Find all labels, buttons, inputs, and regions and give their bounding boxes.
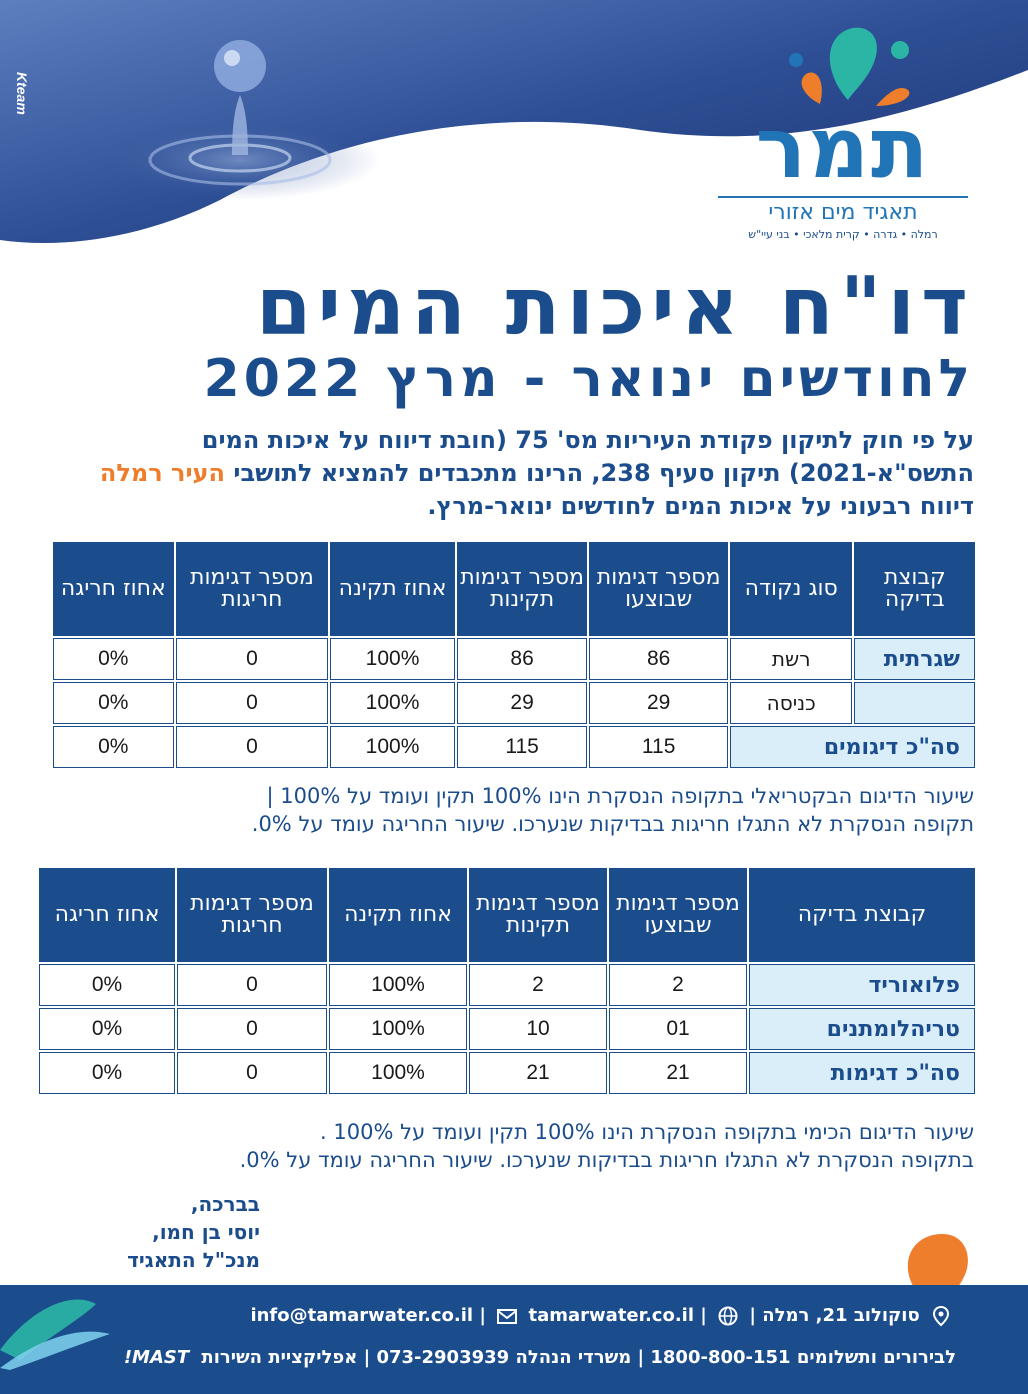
teal-wave-icon xyxy=(0,1290,110,1370)
logo-subtitle: תאגיד מים אזורי xyxy=(718,196,968,225)
cell-exc-pct: 0% xyxy=(39,964,175,1006)
header-samples-done: מספר דגימות שבוצעו xyxy=(609,868,747,962)
cell-exc-pct: 0% xyxy=(39,1008,175,1050)
header-group: קבוצת בדיקה xyxy=(749,868,975,962)
intro-text-1: על פי חוק לתיקון פקודת העיריות מס' 75 (חובת דיווח על איכות המים התשס"א-2021) תיקון סעיף 238, הרינו מתכבדים להמציא לתושבי xyxy=(201,426,974,487)
cell-ok: 29 xyxy=(457,682,588,724)
header-ok-percent: אחוז תקינה xyxy=(330,542,455,636)
cell-exc: 0 xyxy=(176,726,329,768)
cell-ok-pct: 100% xyxy=(330,638,455,680)
footer-address: סוקולוב 21, רמלה xyxy=(762,1305,920,1326)
chemical-summary-note xyxy=(54,1118,974,1174)
cell-done: 2 xyxy=(609,964,747,1006)
bacterial-results-table xyxy=(51,540,977,770)
cell-ok: 86 xyxy=(457,638,588,680)
header-samples-exceeding: מספר דגימות חריגות xyxy=(177,868,327,962)
footer-separator: | xyxy=(694,1305,707,1326)
cell-done: 01 xyxy=(609,1008,747,1050)
globe-icon xyxy=(717,1305,739,1327)
logo-splash-icon xyxy=(760,20,920,110)
header-exceed-percent: אחוז חריגה xyxy=(53,542,174,636)
table-row xyxy=(39,964,975,1006)
cell-exc: 0 xyxy=(176,638,329,680)
intro-paragraph xyxy=(54,424,974,523)
cell-exc: 0 xyxy=(177,1052,327,1094)
cell-ok-pct: 100% xyxy=(329,964,467,1006)
cell-point: כניסה xyxy=(730,682,853,724)
signature-role: מנכ"ל התאגיד xyxy=(127,1248,260,1272)
cell-exc-pct: 0% xyxy=(53,726,174,768)
cell-group: טריהלומתנים xyxy=(749,1008,975,1050)
cell-done: 29 xyxy=(589,682,728,724)
footer-separator: | xyxy=(743,1305,756,1326)
table-row xyxy=(53,682,975,724)
cell-ok-pct: 100% xyxy=(329,1008,467,1050)
table-row xyxy=(39,1008,975,1050)
cell-group xyxy=(854,682,975,724)
note-line: שיעור הדיגום הכימי בתקופה הנסקרת הינו 100% תקין ועומד על 100% . xyxy=(320,1120,974,1144)
page-subtitle: לחודשים ינואר - מרץ 2022 xyxy=(203,349,974,409)
intro-text-2: דיווח רבעוני על איכות המים לחודשים ינואר-מרץ. xyxy=(427,492,974,520)
table-total-row xyxy=(39,1052,975,1094)
photo-credit: Kteam xyxy=(14,72,30,115)
cell-ok: 2 xyxy=(469,964,607,1006)
cell-point: רשת xyxy=(730,638,853,680)
cell-exc-pct: 0% xyxy=(53,638,174,680)
table-header-row xyxy=(39,868,975,962)
cell-ok: 10 xyxy=(469,1008,607,1050)
footer-email-link[interactable]: info@tamarwater.co.il xyxy=(250,1305,474,1326)
footer-phones-line xyxy=(76,1345,956,1371)
cell-exc: 0 xyxy=(177,964,327,1006)
cell-group: שגרתית xyxy=(854,638,975,680)
cell-ok-pct: 100% xyxy=(330,682,455,724)
footer-bar xyxy=(0,1285,1028,1394)
note-line: בתקופה הנסקרת לא התגלו חריגות בבדיקות שנערכו. שיעור החריגה עומד על 0%. xyxy=(239,1148,974,1172)
table-header-row xyxy=(53,542,975,636)
page-title: דו"ח איכות המים xyxy=(255,260,974,353)
cell-exc-pct: 0% xyxy=(53,682,174,724)
header-samples-exceeding: מספר דגימות חריגות xyxy=(176,542,329,636)
note-line: תקופה הנסקרת לא התגלו חריגות בבדיקות שנערכו. שיעור החריגה עומד על 0%. xyxy=(251,812,974,836)
signature-greeting: בברכה, xyxy=(190,1192,260,1216)
cell-done: 21 xyxy=(609,1052,747,1094)
logo-wordmark: תמר xyxy=(755,99,931,197)
cell-ok: 21 xyxy=(469,1052,607,1094)
header-samples-ok: מספר דגימות תקינות xyxy=(457,542,588,636)
note-line: שיעור הדיגום הבקטריאלי בתקופה הנסקרת הינו 100% תקין ועומד על 100% | xyxy=(266,784,974,808)
tamar-logo xyxy=(708,20,968,240)
footer-separator: | xyxy=(479,1305,493,1326)
table-total-row xyxy=(53,726,975,768)
footer-contact-line xyxy=(76,1303,956,1329)
cell-ok-pct: 100% xyxy=(329,1052,467,1094)
intro-city: העיר רמלה xyxy=(99,459,226,487)
logo-cities: רמלה • גדרה • קרית מלאכי • בני עיי"ש xyxy=(748,228,938,241)
cell-exc-pct: 0% xyxy=(39,1052,175,1094)
footer-phones: לבירורים ותשלומים 1800-800-151 | משרדי הנהלה 073-2903939 | אפליקציית השירות xyxy=(201,1347,956,1368)
cell-exc: 0 xyxy=(177,1008,327,1050)
chemical-results-table xyxy=(37,866,977,1096)
header-exceed-percent: אחוז חריגה xyxy=(39,868,175,962)
cell-done: 115 xyxy=(589,726,728,768)
header-samples-done: מספר דגימות שבוצעו xyxy=(589,542,728,636)
table-row xyxy=(53,638,975,680)
map-pin-icon xyxy=(930,1305,952,1327)
header-group: קבוצת בדיקה xyxy=(854,542,975,636)
header-ok-percent: אחוז תקינה xyxy=(329,868,467,962)
footer-website-link[interactable]: tamarwater.co.il xyxy=(528,1305,694,1326)
cell-done: 86 xyxy=(589,638,728,680)
bacterial-summary-note xyxy=(54,782,974,838)
cell-total-label: סה"כ דיגומים xyxy=(730,726,975,768)
cell-exc: 0 xyxy=(176,682,329,724)
app-logo[interactable]: MAST! xyxy=(123,1347,190,1368)
cell-ok: 115 xyxy=(457,726,588,768)
signature-block xyxy=(30,1190,260,1274)
cell-group: סה"כ דגימות xyxy=(749,1052,975,1094)
signature-name: יוסי בן חמו, xyxy=(152,1220,260,1244)
header-point-type: סוג נקודה xyxy=(730,542,853,636)
header-samples-ok: מספר דגימות תקינות xyxy=(469,868,607,962)
cell-ok-pct: 100% xyxy=(330,726,455,768)
envelope-icon xyxy=(496,1305,518,1327)
cell-group: פלואוריד xyxy=(749,964,975,1006)
